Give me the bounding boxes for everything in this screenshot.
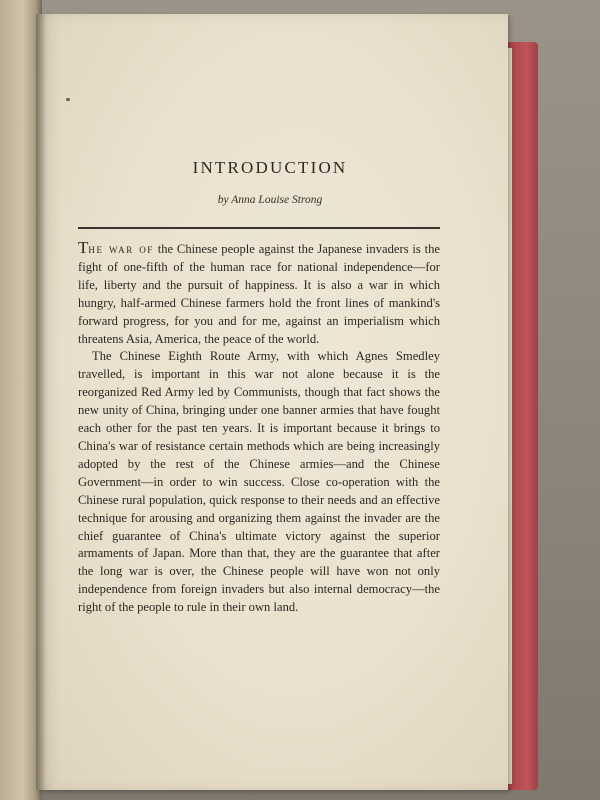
body-text [78,239,440,617]
paragraph-2: The Chinese Eighth Route Army, with which Agnes Smedley travelled, is important in this war not alone because it is the reorganized Red Army led by Communists, though that fact shows the new unity of China, bringing under one banner armies that have fought each other for the past ten years. It is important because it brings to China's war of resistance certain methods which are being increasingly adopted by the rest of the Chinese armies—and the Chinese Government—in order to win success. Close co-operation with the Chinese rural population, quick response to their needs and an effective technique for arousing and organizing them against the invader are the chief guarantee of China's ultimate victory against the superior armaments of Japan. More than that, they are the guarantee that after the long war is over, the Chinese people will have won not only independence from foreign invaders but also internal democracy—the right of the people to rule in their own land. [78,349,440,615]
paper-speck [66,98,70,101]
page-gutter-shadow [36,14,46,790]
title-rule [78,227,440,229]
chapter-title: INTRODUCTION [192,158,348,177]
paragraph-1 [78,239,440,348]
drop-cap: T [78,238,89,257]
small-caps-lead: he war of [88,242,154,256]
chapter-byline: by Anna Louise Strong [217,194,323,206]
paragraph-1-text: the Chinese people against the Japanese invaders is the fight of one-fifth of the human race for national independence—for life, liberty and the pursuit of happiness. It is also a war in which hungry, half-armed Chinese farmers hold the front lines of mankind's forward progress, for you and for me, against an imperialism which threatens Asia, America, the peace of the world. [78,242,441,346]
